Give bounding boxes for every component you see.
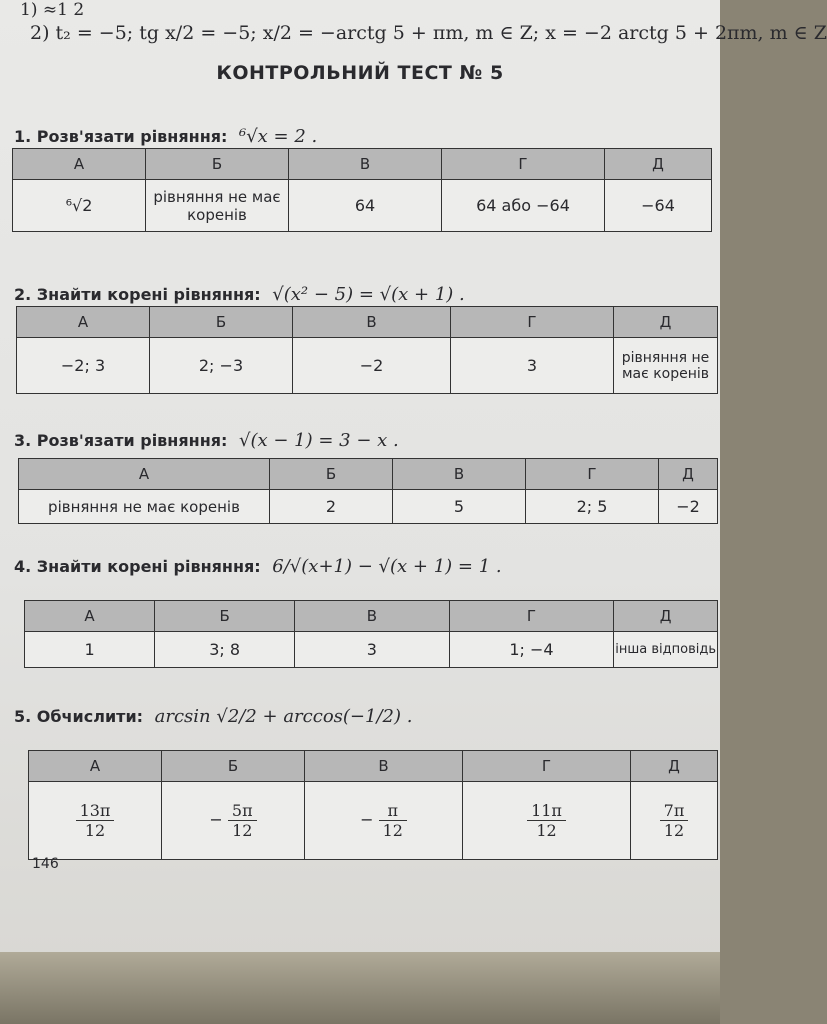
numerator: 5π <box>228 801 257 821</box>
numerator: 11π <box>527 801 566 821</box>
option-header-e: Д <box>659 459 718 490</box>
answer-a-fraction <box>76 801 115 840</box>
answer-b: 2; −3 <box>150 338 293 394</box>
denominator: 12 <box>663 821 685 840</box>
option-header-d: Г <box>449 601 614 632</box>
answer-d: 1; −4 <box>449 632 614 668</box>
denominator: 12 <box>84 821 106 840</box>
answer-b-fraction <box>228 801 257 840</box>
question-4 <box>14 556 502 577</box>
answer-e: інша відповідь <box>614 632 718 668</box>
option-header-c: В <box>393 459 526 490</box>
answer-b-sign: − <box>209 810 223 829</box>
answer-c: 3 <box>295 632 450 668</box>
question-2 <box>14 284 465 305</box>
question-3-text: 3. Розв'язати рівняння: <box>14 431 228 450</box>
numerator: π <box>379 801 407 821</box>
answer-d-fraction <box>527 801 566 840</box>
numerator: 13π <box>76 801 115 821</box>
answer-a: 1 <box>25 632 155 668</box>
answer-d <box>463 782 631 860</box>
option-header-d: Г <box>526 459 659 490</box>
option-header-c: В <box>295 601 450 632</box>
option-header-b: Б <box>146 149 289 180</box>
option-header-c: В <box>293 307 451 338</box>
question-1-equation: ⁶√x = 2 . <box>239 126 318 147</box>
page-number: 146 <box>32 856 59 872</box>
answer-a: рівняння не має коренів <box>19 490 270 524</box>
answer-d: 2; 5 <box>526 490 659 524</box>
question-4-text: 4. Знайти корені рівняння: <box>14 557 261 576</box>
denominator: 12 <box>382 821 403 840</box>
option-header-a: А <box>19 459 270 490</box>
question-2-text: 2. Знайти корені рівняння: <box>14 285 261 304</box>
question-3 <box>14 430 399 451</box>
option-header-d: Г <box>451 307 614 338</box>
answer-e: рівняння не має коренів <box>614 338 718 394</box>
previous-answer-line: 1) ≈1 2 <box>20 0 85 20</box>
test-heading: КОНТРОЛЬНИЙ ТЕСТ № 5 <box>216 62 504 84</box>
answer-a: ⁶√2 <box>13 180 146 232</box>
option-header-d: Г <box>442 149 605 180</box>
answer-table-5 <box>28 750 718 860</box>
option-header-e: Д <box>614 307 718 338</box>
answer-e: −64 <box>605 180 712 232</box>
option-header-b: Б <box>150 307 293 338</box>
answer-table-1 <box>12 148 712 232</box>
option-header-d: Г <box>463 751 631 782</box>
question-2-equation: √(x² − 5) = √(x + 1) . <box>272 284 465 305</box>
answer-c: 64 <box>289 180 442 232</box>
option-header-e: Д <box>614 601 718 632</box>
answer-table-4 <box>24 600 718 668</box>
question-5-text: 5. Обчислити: <box>14 707 144 726</box>
answer-e: −2 <box>659 490 718 524</box>
answer-c: 5 <box>393 490 526 524</box>
option-header-c: В <box>305 751 463 782</box>
answer-c <box>305 782 463 860</box>
answer-e-fraction <box>660 801 689 840</box>
table-surface <box>0 952 720 1024</box>
answer-a <box>29 782 162 860</box>
option-header-b: Б <box>270 459 393 490</box>
previous-solution: 2) t₂ = −5; tg x/2 = −5; x/2 = −arctg 5 + πm, m ∈ Z; x = −2 arctg 5 + 2πm, m ∈ Z <box>30 22 827 44</box>
option-header-b: Б <box>155 601 295 632</box>
answer-a: −2; 3 <box>17 338 150 394</box>
answer-b: 3; 8 <box>155 632 295 668</box>
answer-table-3 <box>18 458 718 524</box>
question-1 <box>14 126 317 147</box>
option-header-a: А <box>25 601 155 632</box>
answer-b <box>162 782 305 860</box>
option-header-a: А <box>29 751 162 782</box>
question-5-expression: arcsin √2/2 + arccos(−1/2) . <box>154 706 413 727</box>
option-header-c: В <box>289 149 442 180</box>
denominator: 12 <box>536 821 557 840</box>
denominator: 12 <box>232 821 253 840</box>
question-5 <box>14 706 412 727</box>
answer-b: 2 <box>270 490 393 524</box>
answer-b: рівняння не має коренів <box>146 180 289 232</box>
answer-c-fraction <box>379 801 407 840</box>
answer-e <box>631 782 718 860</box>
answer-c: −2 <box>293 338 451 394</box>
option-header-b: Б <box>162 751 305 782</box>
question-1-text: 1. Розв'язати рівняння: <box>14 127 228 146</box>
numerator: 7π <box>660 801 689 821</box>
option-header-a: А <box>17 307 150 338</box>
answer-c-sign: − <box>360 810 374 829</box>
option-header-a: А <box>13 149 146 180</box>
answer-table-2 <box>16 306 718 394</box>
answer-d: 3 <box>451 338 614 394</box>
answer-d: 64 або −64 <box>442 180 605 232</box>
option-header-e: Д <box>631 751 718 782</box>
question-3-equation: √(x − 1) = 3 − x . <box>239 430 399 451</box>
option-header-e: Д <box>605 149 712 180</box>
question-4-equation: 6/√(x+1) − √(x + 1) = 1 . <box>272 556 502 577</box>
